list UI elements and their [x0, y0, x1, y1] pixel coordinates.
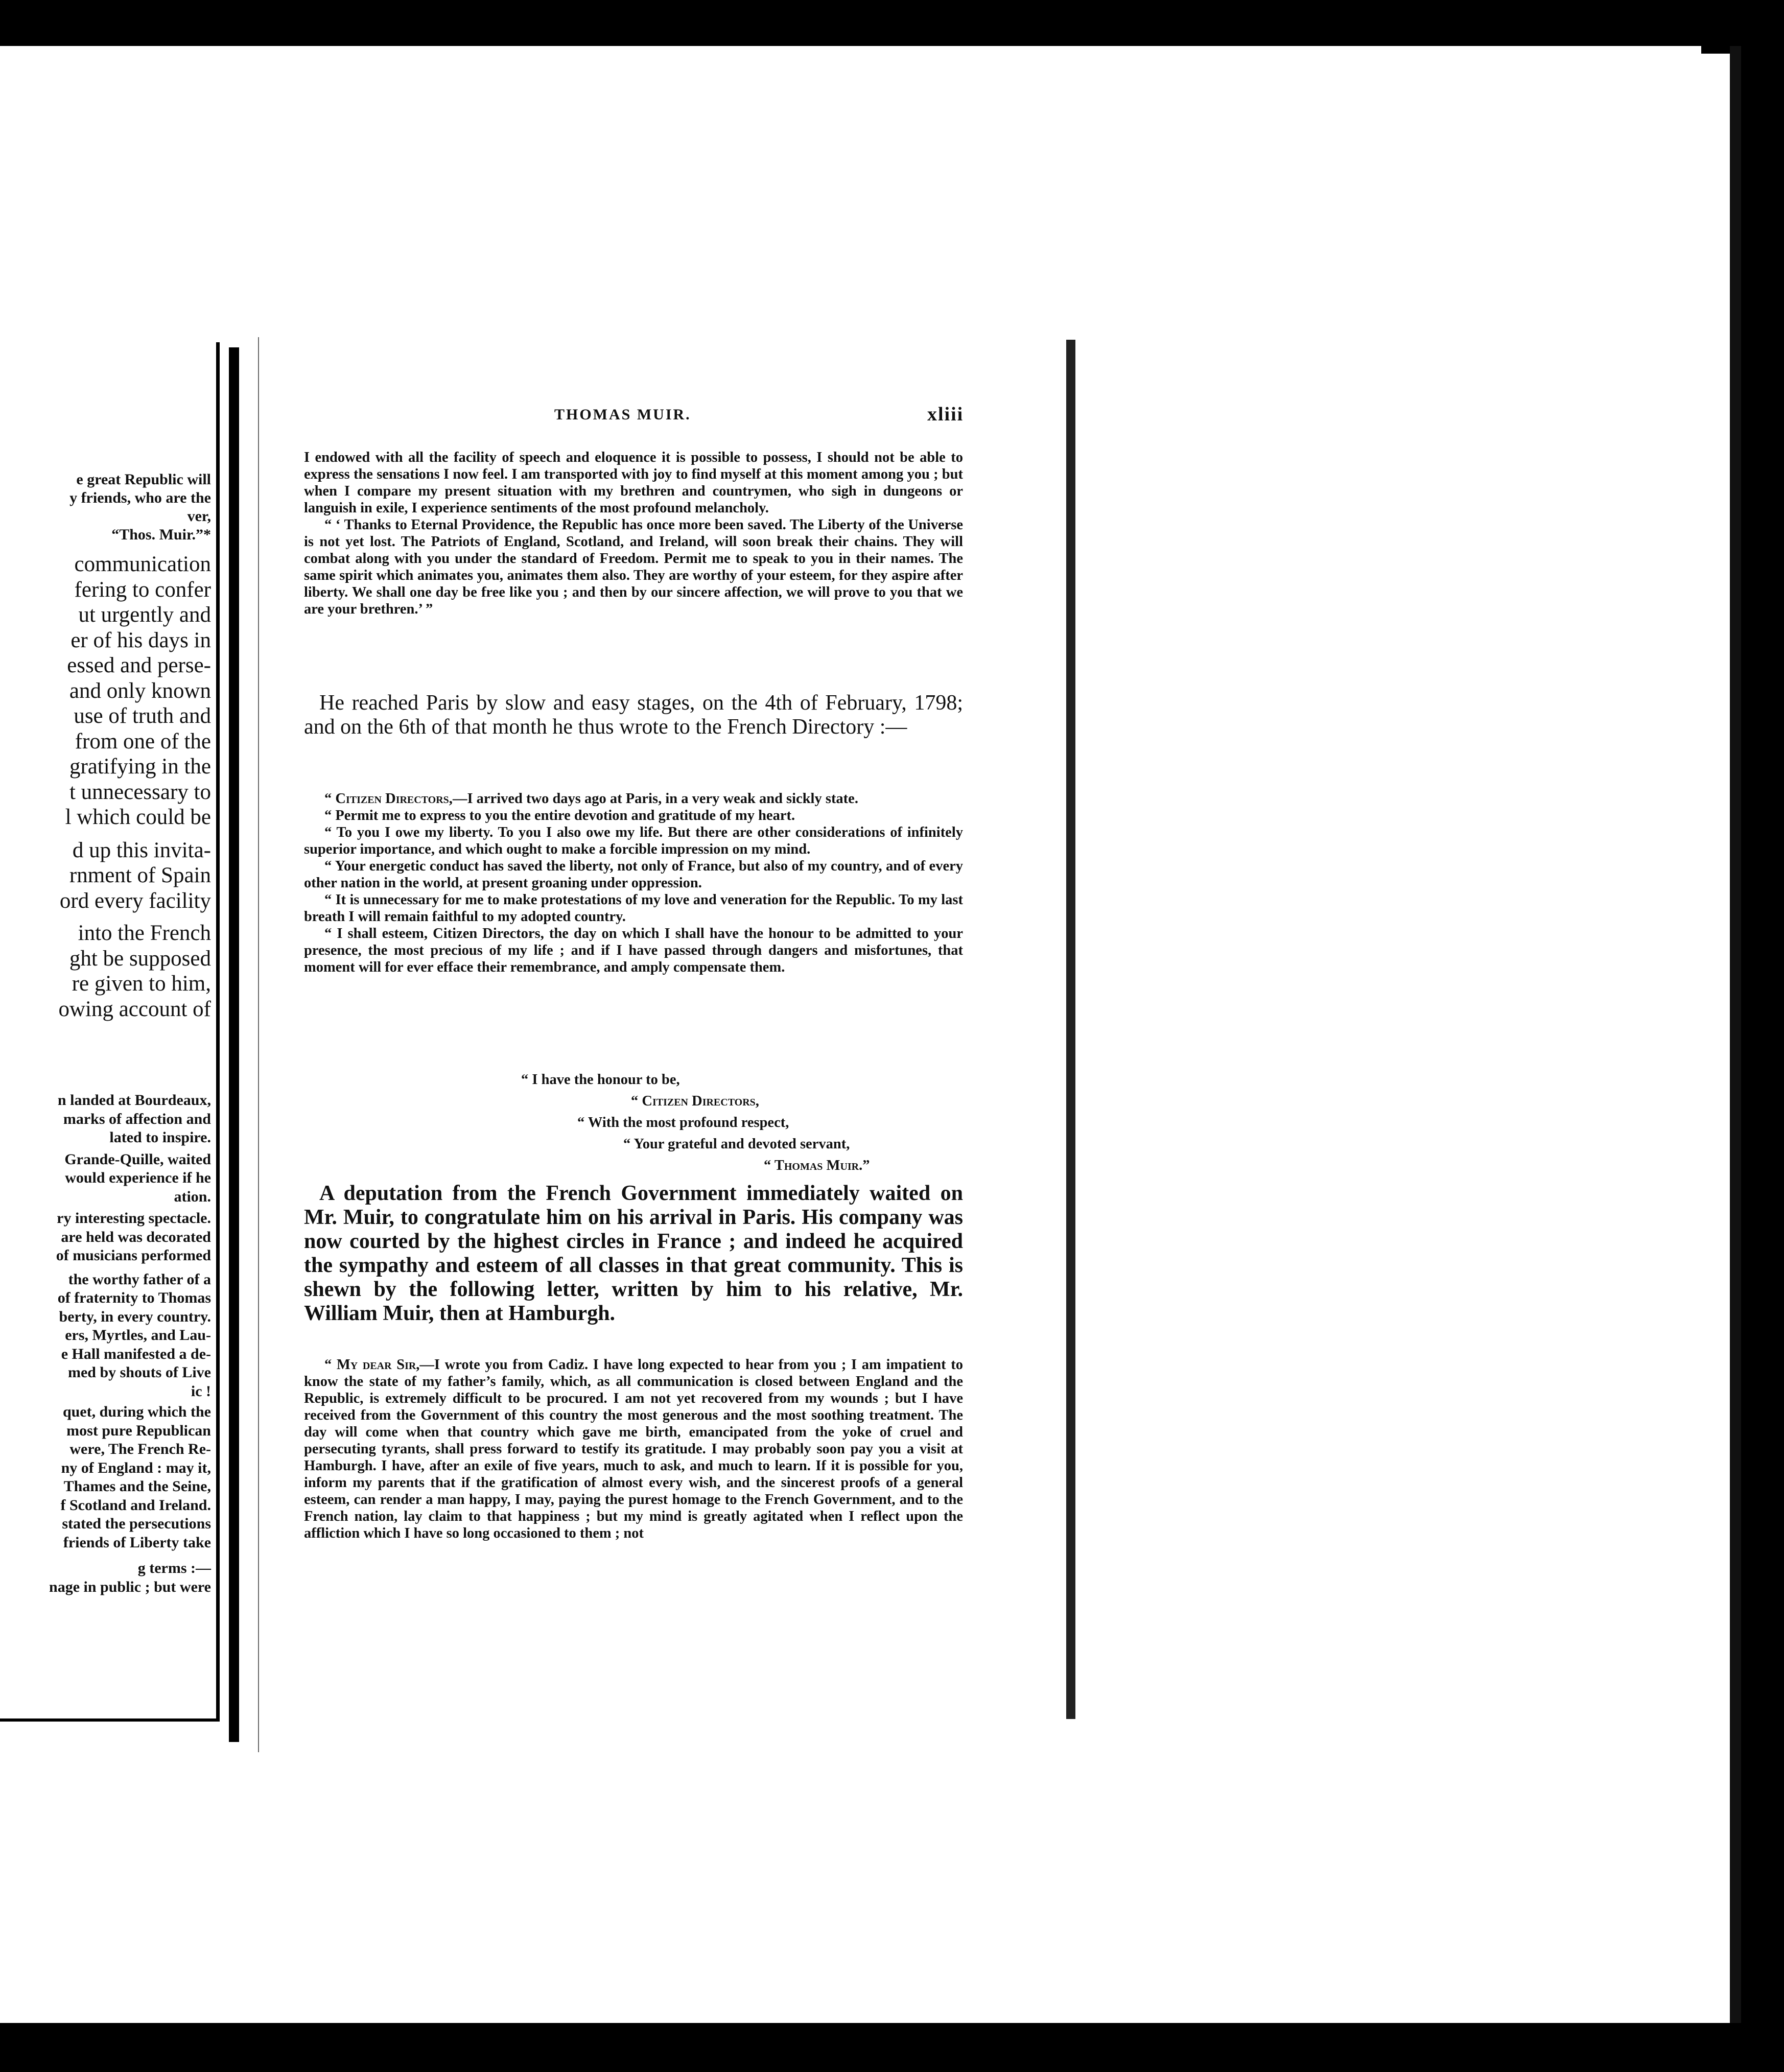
left-page-line: d up this invita- [72, 838, 211, 862]
left-page-line: t unnecessary to [69, 780, 211, 804]
quote-paragraph: “ ‘ Thanks to Eternal Providence, the Republic has once more been saved. The Liberty of the Universe is not yet lost. The Patriots of England, Scotland, and Ireland, will soon break their chains. They will combat along with you under the standard of Freedom. Permit me to speak to you in their names. The same spirit which animates you, animates them also. They are worthy of your esteem, for they aspire after liberty. We shall one day be free like you ; and then by our sincere affection, we will prove to you that we are your brethren.’ ” [304, 517, 963, 617]
left-page-line: of musicians performed [56, 1247, 211, 1264]
running-head [263, 406, 1029, 432]
letter-paragraph: “ To you I owe my liberty. To you I also owe my life. But there are other considerations of infinitely superior importance, and which ought to make a forcible impression on my mind. [304, 825, 963, 857]
left-page-line: ers, Myrtles, and Lau- [65, 1327, 211, 1344]
letter-salutation: “ Citizen Directors, [324, 791, 453, 807]
scan-border-top [0, 0, 1784, 46]
page-number: xliii [927, 404, 964, 425]
letter-paragraph: “ Permit me to express to you the entire devotion and gratitude of my heart. [324, 808, 795, 823]
left-page-line: e great Republic will [76, 471, 211, 488]
left-page-line: berty, in every country. [59, 1308, 211, 1325]
closing-line: “ Your grateful and devoted servant, [623, 1136, 850, 1152]
left-page-line: rnment of Spain [69, 863, 211, 887]
letter-to-directory [304, 790, 963, 976]
main-page [263, 340, 1075, 1719]
left-page-line: ny of England : may it, [61, 1459, 211, 1476]
left-page-line: friends of Liberty take [63, 1534, 211, 1551]
narrative-paragraph: He reached Paris by slow and easy stages, on the 4th of February, 1798; and on the 6th of that month he thus wrote to the French Directory :— [304, 691, 963, 739]
left-page-line: Grande-Quille, waited [64, 1150, 211, 1168]
left-page-line: use of truth and [74, 704, 211, 728]
gutter-line [258, 337, 259, 1752]
left-page-line: into the French [78, 921, 211, 945]
gutter-shadow [229, 347, 239, 1742]
left-page-line: ord every facility [59, 888, 211, 913]
left-page-line: nage in public ; but were [49, 1578, 211, 1595]
left-page-line: ic ! [191, 1382, 211, 1400]
left-page-line: ut urgently and [78, 603, 211, 627]
left-page-line: of fraternity to Thomas [57, 1289, 211, 1306]
left-page-line: re given to him, [72, 972, 211, 996]
left-page-line: med by shouts of Live [67, 1364, 211, 1381]
narrative-paragraph: A deputation from the French Government immediately waited on Mr. Muir, to congratulate him on his arrival in Paris. His company was now courted by the highest circles in France ; and indeed he acquired the sympathy and esteem of all classes in that great community. This is shewn by the following letter, written by him to his relative, Mr. William Muir, then at Hamburgh. [304, 1182, 963, 1325]
signature: “ Thomas Muir.” [764, 1158, 870, 1173]
left-page-line: l which could be [65, 805, 211, 829]
left-page-line: essed and perse- [67, 653, 211, 677]
letter-text: —I wrote you from Cadiz. I have long expected to hear from you ; I am impatient to know the state of my father’s family, which, as all communication is closed between England and the Republic, is extremely difficult to be procured. I am not yet recovered from my wounds ; but I have received from the Government of this country the most generous and the most soothing treatment. The day will come when that country which gave me birth, emancipated from the yoke of cruel and persecuting tyrants, shall press forward to testify its gratitude. I may probably soon pay you a visit at Hamburgh. I have, after an exile of five years, much to ask, and much to learn. If it is possible for you, inform my parents that if the gratification of almost every wish, and the sincerest proofs of a general esteem, can render a man happy, I may, paying the purest homage to the French Government, and to the French nation, lay claim to that happiness ; but my mind is greatly agitated when I reflect upon the affliction which I have so long occasioned to them ; not [304, 1357, 963, 1541]
left-page-line: ght be supposed [69, 946, 211, 971]
letter-paragraph: “ It is unnecessary for me to make protestations of my love and veneration for the Republic. To my last breath I will remain faithful to my adopted country. [304, 892, 963, 925]
letter-salutation: “ My dear Sir, [324, 1357, 420, 1373]
left-page-line: g terms :— [137, 1560, 211, 1576]
letter-paragraph [304, 790, 963, 807]
left-page-line: were, The French Re- [69, 1441, 211, 1457]
left-page-line: f Scotland and Ireland. [60, 1496, 211, 1514]
left-page-line: communication [74, 552, 211, 576]
letter-text: —I arrived two days ago at Paris, in a very weak and sickly state. [452, 791, 858, 807]
left-facing-page [0, 342, 220, 1722]
left-page-line: and only known [69, 678, 211, 703]
left-page-line: “Thos. Muir.”* [111, 526, 211, 543]
letter-paragraph: “ I shall esteem, Citizen Directors, the day on which I shall have the honour to be admitted to your presence, the most precious of my life ; and if I have passed through dangers and misfortunes, that moment will for ever efface their remembrance, and amply compensate them. [304, 926, 963, 975]
left-page-line: Thames and the Seine, [63, 1478, 211, 1495]
closing-line: “ Citizen Directors, [631, 1093, 759, 1109]
left-page-line: the worthy father of a [68, 1270, 211, 1288]
left-page-line: gratifying in the [69, 755, 211, 779]
left-page-line: quet, during which the [62, 1403, 211, 1420]
scan-border-inner-right [1730, 46, 1741, 2023]
left-page-line: stated the persecutions [62, 1515, 211, 1532]
left-page-line: ry interesting spectacle. [57, 1210, 211, 1227]
running-title: THOMAS MUIR. [554, 406, 691, 423]
left-page-line: are held was decorated [61, 1228, 211, 1245]
left-page-line: most pure Republican [66, 1422, 211, 1439]
quote-speech [304, 449, 963, 618]
left-page-line: n landed at Bourdeaux, [57, 1092, 211, 1109]
closing-line: “ With the most profound respect, [577, 1115, 789, 1131]
left-page-line: fering to confer [74, 577, 211, 602]
scan-border-bottom [0, 2023, 1784, 2072]
letter-paragraph [304, 1356, 963, 1542]
left-page-line: owing account of [58, 997, 211, 1021]
left-page-line: er of his days in [71, 628, 211, 652]
left-page-line: would experience if he [65, 1169, 211, 1186]
left-page-line: ation. [174, 1188, 211, 1205]
left-page-line: ver, [187, 508, 211, 525]
left-page-line: lated to inspire. [109, 1129, 211, 1146]
left-page-line: marks of affection and [63, 1110, 211, 1127]
letter-paragraph: “ Your energetic conduct has saved the liberty, not only of France, but also of my country, and of every other nation in the world, at present groaning under oppression. [304, 858, 963, 891]
left-page-line: from one of the [75, 729, 211, 754]
quote-paragraph: I endowed with all the facility of speech and eloquence it is possible to possess, I should not be able to express the sensations I now feel. I am transported with joy to find myself at this moment among you ; but when I compare my present situation with my brethren and countrymen, who sigh in dungeons or languish in exile, I experience sentiments of the most profound melancholy. [304, 450, 963, 516]
left-page-line: e Hall manifested a de- [61, 1345, 211, 1362]
letter-to-william-muir [304, 1356, 963, 1542]
closing-line: “ I have the honour to be, [521, 1072, 680, 1088]
left-page-line: y friends, who are the [69, 489, 211, 506]
scan-border-right [1741, 0, 1784, 2072]
